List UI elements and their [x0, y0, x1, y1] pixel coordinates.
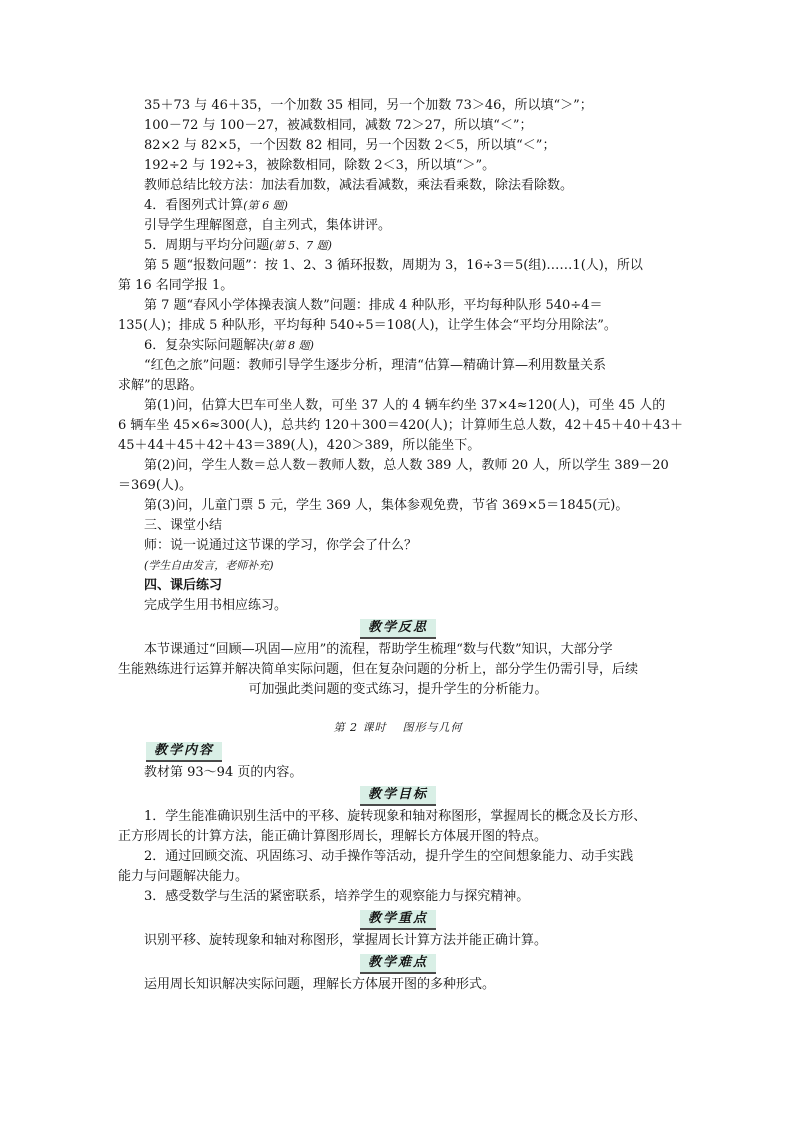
text-line: 第(3)问，儿童门票 5 元，学生 369 人，集体参观免费，节省 369×5＝1845(元)。 [144, 498, 629, 513]
item-5-title: 5．周期与平均分问题 [144, 238, 270, 253]
item-4-heading [118, 196, 678, 216]
key-points-heading: 教学重点 [360, 910, 436, 930]
lesson-name: 图形与几何 [402, 721, 463, 734]
text-line: 35＋73 与 46＋35，一个加数 35 相同，另一个加数 73＞46，所以填“＞”； [144, 98, 593, 113]
difficulties-heading: 教学难点 [360, 954, 436, 974]
item-4-title: 4．看图列式计算 [144, 198, 244, 213]
text-line: 能力与问题解决能力。 [118, 869, 249, 884]
summary-note: (学生自由发言，老师补充) [144, 559, 274, 572]
text-line: ＝369(人)。 [118, 478, 192, 493]
item-6-ref: (第 8 题) [269, 339, 314, 352]
goals-heading: 教学目标 [360, 786, 436, 806]
text-line: 192÷2 与 192÷3，被除数相同，除数 2＜3，所以填“＞”。 [144, 158, 496, 173]
text-line: “红色之旅”问题：教师引导学生逐步分析，理清“估算—精确计算—利用数量关系 [144, 358, 606, 373]
lesson-title [118, 718, 678, 738]
text-line: 45＋44＋45＋42＋43＝389(人)，420＞389，所以能坐下。 [118, 438, 481, 453]
item-4-text: 引导学生理解图意，自主列式，集体讲评。 [144, 218, 392, 233]
summary-heading: 三、课堂小结 [144, 518, 223, 533]
text-line: 生能熟练进行运算并解决简单实际问题，但在复杂问题的分析上，部分学生仍需引导，后续 [118, 662, 639, 677]
key-points-text: 识别平移、旋转现象和轴对称图形，掌握周长计算方法并能正确计算。 [144, 933, 548, 948]
reflection-heading: 教学反思 [360, 619, 436, 639]
text-line: 求解”的思路。 [118, 378, 203, 393]
text-line: 本节课通过“回顾—巩固—应用”的流程，帮助学生梳理“数与代数”知识，大部分学 [144, 642, 613, 657]
text-line: 第(1)问，估算大巴车可坐人数，可坐 37 人的 4 辆车约坐 37×4≈120(人)，可坐 45 人的 [144, 398, 666, 413]
homework-text: 完成学生用书相应练习。 [144, 598, 288, 613]
item-4-ref: (第 6 题) [243, 199, 288, 212]
text-line: 第 7 题“春风小学体操表演人数”问题：排成 4 种队形，平均每种队形 540÷4＝ [144, 298, 603, 313]
lesson-label: 第 2 课时 [333, 721, 387, 734]
page-content [118, 96, 683, 995]
text-line: 正方形周长的计算方法，能正确计算图形周长，理解长方体展开图的特点。 [118, 829, 548, 844]
text-line: 第(2)问，学生人数＝总人数－教师人数，总人数 389 人，教师 20 人，所以学生 389－20 [144, 458, 669, 473]
text-line: 100－72 与 100－27，被减数相同，减数 72＞27，所以填“＜”； [144, 118, 533, 133]
text-line: 教师总结比较方法：加法看加数，减法看减数，乘法看乘数，除法看除数。 [144, 178, 574, 193]
text-line: 135(人)；排成 5 种队形，平均每种 540÷5＝108(人)，让学生体会“平均分用除法”。 [118, 318, 617, 333]
content-text: 教材第 93～94 页的内容。 [144, 765, 303, 780]
difficulties-text: 运用周长知识解决实际问题，理解长方体展开图的多种形式。 [144, 977, 496, 992]
item-6-title: 6．复杂实际问题解决 [144, 338, 270, 353]
text-line: 可加强此类问题的变式练习，提升学生的分析能力。 [248, 682, 548, 697]
item-5-ref: (第 5、7 题) [269, 239, 332, 252]
item-6-heading [118, 336, 678, 356]
text-line: 2．通过回顾交流、巩固练习、动手操作等活动，提升学生的空间想象能力、动手实践 [144, 849, 634, 864]
homework-heading: 四、课后练习 [144, 578, 223, 593]
text-line: 1．学生能准确识别生活中的平移、旋转现象和轴对称图形，掌握周长的概念及长方形、 [144, 809, 647, 824]
summary-teacher: 师：说一说通过这节课的学习，你学会了什么？ [144, 538, 418, 553]
text-line: 第 5 题“报数问题”：按 1、2、3 循环报数，周期为 3，16÷3＝5(组)……1(人)，所以 [144, 258, 643, 273]
item-5-heading [118, 236, 678, 256]
content-heading: 教学内容 [146, 742, 222, 762]
text-line: 6 辆车坐 45×6≈300(人)，总共约 120＋300＝420(人)；计算师生总人数，42＋45＋40＋43＋ [118, 418, 683, 433]
text-line: 82×2 与 82×5，一个因数 82 相同，另一个因数 2＜5，所以填“＜”； [144, 138, 556, 153]
text-line: 3．感受数学与生活的紧密联系，培养学生的观察能力与探究精神。 [144, 889, 530, 904]
text-line: 第 16 名同学报 1。 [118, 278, 234, 293]
